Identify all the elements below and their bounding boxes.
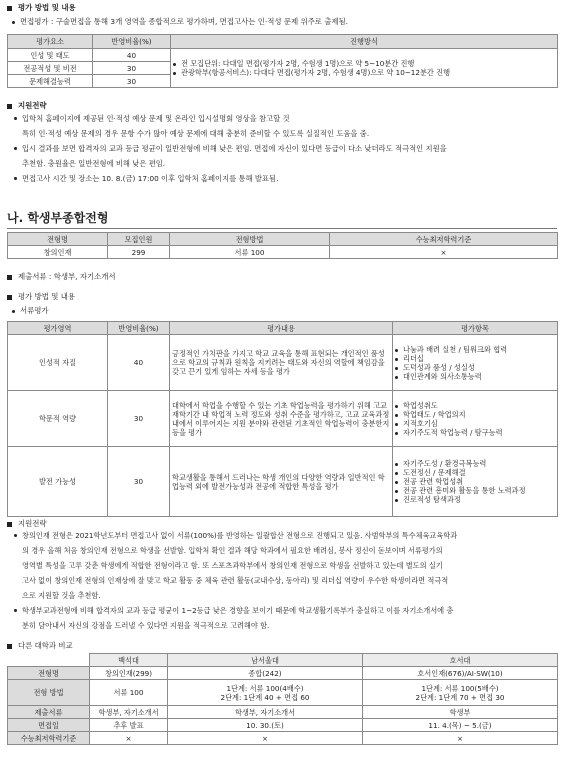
document-eval-table xyxy=(7,321,558,517)
table-header: 평가요소 xyxy=(8,35,93,49)
table-cell: × xyxy=(168,732,363,745)
table-header: 백석대 xyxy=(90,654,168,667)
table-cell: 긍정적인 가치판을 가지고 학교 교육을 통해 표현되는 개인적인 품성으로 학교의 규칙과 원칙을 지키려는 태도와 자신의 역할에 책임감을 갖고 끈기 있게 임하는 자세 등을 평가 xyxy=(170,335,393,391)
bullet-icon xyxy=(395,490,398,493)
table-cell: 학문적 역량 xyxy=(8,391,108,447)
bullet-icon xyxy=(395,423,398,426)
table-cell: 1단계: 서류 100(5배수) 2단계: 1단계 70 + 면접 30 xyxy=(363,680,558,706)
table-cell: × xyxy=(90,732,168,745)
table-cell: 창의인재(299) xyxy=(90,667,168,680)
table-cell: × xyxy=(363,732,558,745)
table-cell: 대학에서 학업을 수행할 수 있는 기초 학업능력을 평가하기 위해 고교 재학기간 내 학업적 노력 정도와 성취 수준을 평가하고, 고교 교육과정 내에서 이루어지는 지원 분야와 관련된 기초적인 학업능력이 충분한지 등을 평가 xyxy=(170,391,393,447)
bullet-icon xyxy=(173,72,176,75)
table-cell: 서류 100 xyxy=(170,246,330,259)
strategy-heading-1: 지원전략 xyxy=(7,101,47,111)
table-cell: 자기주도성 / 환경극복능력 도전정신 / 문제해결 전공 관련 학업성취 전공 관련 흥미와 활동을 통한 노력과정 진로적성 탐색과정 xyxy=(393,447,558,517)
bullet-icon xyxy=(395,349,398,352)
bullet-icon xyxy=(14,147,17,150)
table-header: 진행방식 xyxy=(171,35,558,49)
bullet-icon xyxy=(395,499,398,502)
table-cell: 30 xyxy=(93,62,171,75)
table-cell: 서류 100 xyxy=(90,680,168,706)
bullet-icon xyxy=(395,376,398,379)
bullet-icon xyxy=(395,432,398,435)
compare-heading: 다른 대학과 비교 xyxy=(7,641,73,651)
table-cell: 30 xyxy=(108,447,170,517)
table-header: 평가영역 xyxy=(8,322,108,335)
table-cell: 30 xyxy=(108,391,170,447)
table-cell: 40 xyxy=(108,335,170,391)
table-cell: 인성적 자질 xyxy=(8,335,108,391)
table-header: 반영비율(%) xyxy=(93,35,171,49)
table-cell: 학생부, 자기소개서 xyxy=(90,706,168,719)
eval-method-heading: 평가 방법 및 내용 xyxy=(7,3,76,13)
bullet-icon xyxy=(14,177,17,180)
table-cell: 1단계: 서류 100(4배수) 2단계: 1단계 40 + 면접 60 xyxy=(168,680,363,706)
table-cell: 나눔과 배려 실천 / 팀워크와 협력 리더십 도덕성과 품성 / 성실성 대인관계와 의사소통능력 xyxy=(393,335,558,391)
method-cell: 전 모집단위: 다대일 면접(평가자 2명, 수험생 1명)으로 약 5~10분간 진행 관광학부(항공서비스): 다대다 면접(평가자 2명, 수험생 4명)으로 약 10~12분간 진행 xyxy=(171,49,558,88)
table-cell: 학생부, 자기소개서 xyxy=(168,706,363,719)
strategy-list-2: 창의인재 전형은 2021학년도부터 면접고사 없이 서류(100%)를 반영하는 일괄합산 전형으로 진행되고 있음. 사범학부의 특수체육교육학과 의 경우 올해 처음 창의인재 전형으로 학생을 선발함. 입학처 확인 결과 해당 학과에서 필요한 배려심, 봉사 정신이 돋보이며 서류평가의 영역별 특성을 고루 갖춘 학생에게 적합한 전형이라고 함. 또 스포츠과학부에서 창의인재 전형으로 학생을 선발하고 있는데 별도의 실기 고사 없이 창의인재 전형의 인재상에 잘 맞고 학교 활동 중 체육 관련 활동(교내수상, 동아리) 및 리더십 역량이 우수한 학생이라면 적극적 으로 지원할 것을 추천함. 학생부교과전형에 비해 합격자의 교과 등급 평균이 1~2등급 낮은 경향을 보이기 때문에 학교생활기록부가 충실하고 이를 자기소개서에 충 분히 담아내서 자신의 강점을 드러낼 수 있다면 지원을 적극적으로 고려해야 함. xyxy=(14,528,559,633)
table-cell: 10. 30.(토) xyxy=(168,719,363,732)
summary-table xyxy=(7,232,558,259)
table-cell: 추후 발표 xyxy=(90,719,168,732)
table-header: 남서울대 xyxy=(168,654,363,667)
bullet-icon xyxy=(395,405,398,408)
table-header: 모집인원 xyxy=(108,233,170,246)
table-header: 반영비율(%) xyxy=(108,322,170,335)
table-header: 수능최저학력기준 xyxy=(330,233,558,246)
table-header: 평가내용 xyxy=(170,322,393,335)
bullet-icon xyxy=(395,472,398,475)
table-header: 호서대 xyxy=(363,654,558,667)
table-cell: 학생부 xyxy=(363,706,558,719)
square-bullet-icon xyxy=(7,522,12,527)
square-bullet-icon xyxy=(7,295,12,300)
eval-method-heading-2: 평가 방법 및 내용 xyxy=(7,292,75,302)
table-cell: 창의인재 xyxy=(8,246,108,259)
table-header: 전형방법 xyxy=(170,233,330,246)
compare-table xyxy=(7,653,558,745)
table-cell: × xyxy=(330,246,558,259)
table-cell: 호서인재(676)/AI·SW(10) xyxy=(363,667,558,680)
table-cell: 전공적성 및 비전 xyxy=(8,62,93,75)
bullet-icon xyxy=(12,310,15,313)
row-header: 전형명 xyxy=(8,667,90,680)
strategy-list-1: 입학처 홈페이지에 제공된 인·적성 예상 문제 및 온라인 입시설명회 영상을 참고할 것 특히 인·적성 예상 문제의 경우 문항 수가 많아 예상 문제에 대해 충분히 준비할 수 있도록 실질적인 도움을 줌. 입시 결과를 보면 합격자의 교과 등급 평균이 일반전형에 비해 낮은 편임. 면접에 자신이 있다면 등급이 다소 낮더라도 적극적인 지원을 추천함. 충원율은 일반전형에 비해 낮은 편임. 면접고사 시간 및 장소는 10. 8.(금) 17:00 이후 입학처 홈페이지를 통해 발표됨. xyxy=(14,111,559,186)
document-eval-label: 서류평가 xyxy=(12,306,49,316)
square-bullet-icon xyxy=(7,6,12,11)
row-header: 수능최저학력기준 xyxy=(8,732,90,745)
square-bullet-icon xyxy=(7,104,12,109)
bullet-icon xyxy=(395,414,398,417)
divider xyxy=(7,228,557,229)
bullet-icon xyxy=(395,367,398,370)
bullet-icon xyxy=(173,63,176,66)
table-cell: 11. 4.(목) ~ 5.(금) xyxy=(363,719,558,732)
table-cell: 40 xyxy=(93,49,171,62)
row-header: 전형 방법 xyxy=(8,680,90,706)
bullet-icon xyxy=(14,609,17,612)
table-cell: 종합(242) xyxy=(168,667,363,680)
table-cell: 30 xyxy=(93,75,171,88)
section-title: 나. 학생부종합전형 xyxy=(7,211,109,225)
bullet-icon xyxy=(12,21,15,24)
square-bullet-icon xyxy=(7,644,12,649)
bullet-icon xyxy=(14,117,17,120)
table-cell: 학교생활을 통해서 드러나는 학생 개인의 다양한 역량과 일반적인 학업능력 외에 발전가능성과 전공에 적합한 특성을 평가 xyxy=(170,447,393,517)
row-header: 면접일 xyxy=(8,719,90,732)
empty-corner xyxy=(8,654,90,667)
interview-eval-bullet: 면접평가 : 구술면접을 통해 3개 영역을 종합적으로 평가하며, 면접고사는 인·적성 문제 위주로 출제됨. xyxy=(12,17,348,27)
table-header: 평가항목 xyxy=(393,322,558,335)
table-header: 전형명 xyxy=(8,233,108,246)
square-bullet-icon xyxy=(7,275,12,280)
table-cell: 299 xyxy=(108,246,170,259)
bullet-icon xyxy=(395,463,398,466)
interview-table xyxy=(7,34,558,88)
table-cell: 문제해결능력 xyxy=(8,75,93,88)
row-header: 제출서류 xyxy=(8,706,90,719)
table-cell: 발전 가능성 xyxy=(8,447,108,517)
table-cell: 인성 및 태도 xyxy=(8,49,93,62)
submission-docs: 제출서류 : 학생부, 자기소개서 xyxy=(7,272,116,282)
strategy-heading-2: 지원전략 xyxy=(7,519,47,529)
bullet-icon xyxy=(14,534,17,537)
bullet-icon xyxy=(395,358,398,361)
table-cell: 학업성취도 학업태도 / 학업의지 지적호기심 자기주도적 학업능력 / 탐구능력 xyxy=(393,391,558,447)
bullet-icon xyxy=(395,481,398,484)
